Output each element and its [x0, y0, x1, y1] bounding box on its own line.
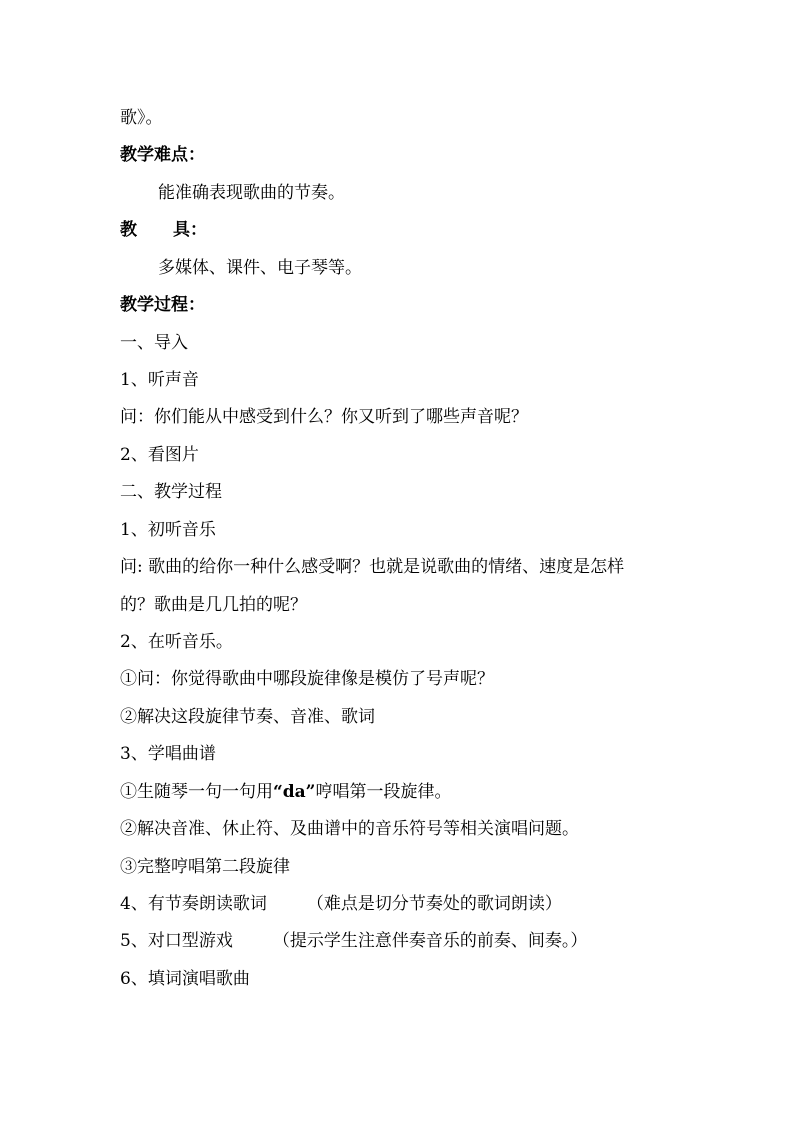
text-line: 的？歌曲是几几拍的呢？: [120, 595, 307, 615]
text-line: [120, 781, 451, 803]
text-line: ①问：你觉得歌曲中哪段旋律像是模仿了号声呢？: [120, 669, 494, 689]
section-heading: 二、教学过程: [120, 482, 222, 502]
text-segment: ①生随琴一句一句用: [120, 782, 273, 802]
text-line: 问: 歌曲的给你一种什么感受啊？也就是说歌曲的情绪、速度是怎样: [120, 557, 625, 577]
list-item: 2、看图片: [120, 445, 199, 465]
text-line: 能准确表现歌曲的节奏。: [158, 183, 345, 203]
list-item: 1、听声音: [120, 370, 199, 390]
text-line: 多媒体、课件、电子琴等。: [158, 258, 362, 278]
text-line: 问：你们能从中感受到什么？你又听到了哪些声音呢？: [120, 407, 528, 427]
text-segment: 哼唱第一段旋律。: [315, 782, 452, 802]
text-segment-bold: “da”: [273, 782, 316, 802]
list-item: [120, 893, 562, 915]
list-item: 1、初听音乐: [120, 520, 216, 540]
heading-teaching-process: 教学过程：: [120, 295, 205, 315]
text-segment: 4、有节奏朗读歌词: [120, 894, 267, 914]
list-item: [120, 930, 587, 952]
list-item: 6、填词演唱歌曲: [120, 969, 250, 989]
text-line: ②解决音准、休止符、及曲谱中的音乐符号等相关演唱问题。: [120, 819, 579, 839]
heading-teaching-difficulty: 教学难点：: [120, 145, 205, 165]
text-line: ③完整哼唱第二段旋律: [120, 857, 290, 877]
text-segment: 5、对口型游戏: [120, 931, 233, 951]
text-line: 歌》。: [120, 108, 163, 128]
text-line: ②解决这段旋律节奏、音准、歌词: [120, 707, 375, 727]
section-heading: 一、导入: [120, 333, 188, 353]
list-item: 2、在听音乐。: [120, 632, 233, 652]
heading-part: 具：: [173, 220, 207, 240]
list-item: 3、学唱曲谱: [120, 744, 216, 764]
text-segment: （难点是切分节奏处的歌词朗读）: [306, 894, 562, 914]
heading-teaching-tools: [120, 219, 207, 241]
text-segment: （提示学生注意伴奏音乐的前奏、间奏。）: [272, 931, 588, 951]
heading-part: 教: [120, 220, 137, 240]
